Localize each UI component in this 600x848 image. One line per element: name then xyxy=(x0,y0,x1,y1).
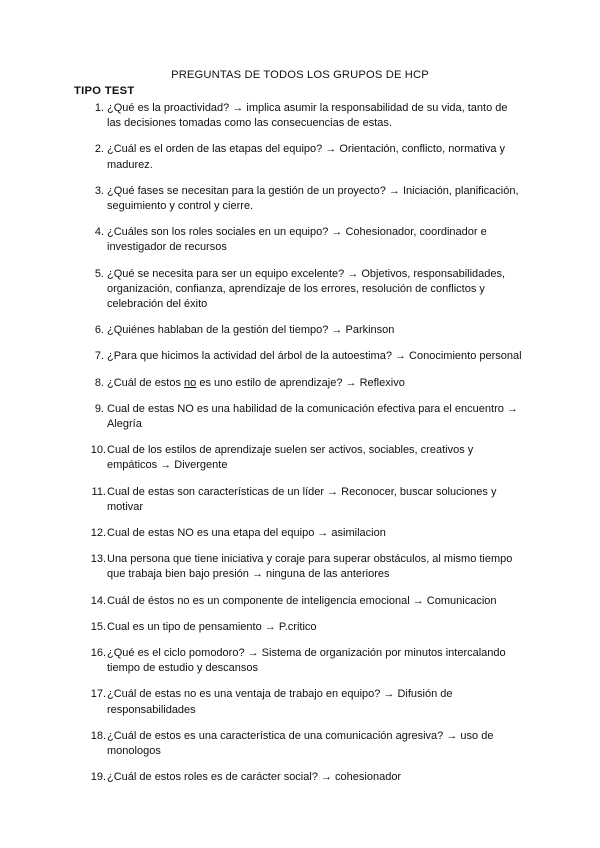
question-item xyxy=(0,687,600,717)
question-text: ¿Qué es el ciclo pomodoro? → Sistema de organización por minutos intercalando tiempo de estudio y descansos xyxy=(107,647,506,675)
question-list xyxy=(0,101,600,797)
question-number: 9. xyxy=(94,402,104,415)
question-text: Cuál de éstos no es un componente de inteligencia emocional → Comunicacion xyxy=(107,594,497,607)
question-item xyxy=(0,552,600,582)
question-item xyxy=(0,526,600,541)
question-text: ¿Qué es la proactividad? → implica asumir la responsabilidad de su vida, tanto de las decisiones tomadas como las consecuencias de estas. xyxy=(107,102,508,130)
question-item xyxy=(0,225,600,255)
question-text: Una persona que tiene iniciativa y coraje para superar obstáculos, al mismo tiempo que trabaja bien bajo presión → ninguna de las anteriores xyxy=(107,553,513,581)
question-text: ¿Cuál de estos roles es de carácter social? → cohesionador xyxy=(107,771,402,784)
question-item xyxy=(0,376,600,391)
question-text: Cual de los estilos de aprendizaje suelen ser activos, sociables, creativos y empáticos → Divergente xyxy=(107,444,474,472)
question-number: 13. xyxy=(90,553,106,566)
question-number: 17. xyxy=(90,688,106,701)
question-number: 4. xyxy=(94,226,104,239)
question-item xyxy=(0,101,600,131)
question-number: 3. xyxy=(94,184,104,197)
question-item xyxy=(0,267,600,313)
question-text: ¿Para que hicimos la actividad del árbol de la autoestima? → Conocimiento personal xyxy=(107,350,522,363)
question-item xyxy=(0,620,600,635)
question-text: Cual de estas NO es una etapa del equipo → asimilacion xyxy=(107,527,386,540)
question-text: Cual es un tipo de pensamiento → P.critico xyxy=(107,620,317,633)
question-item xyxy=(0,485,600,515)
question-number: 5. xyxy=(94,267,104,280)
question-item xyxy=(0,594,600,609)
question-text: ¿Cuál de estas no es una ventaja de trabajo en equipo? → Difusión de responsabilidades xyxy=(107,688,453,716)
section-heading: TIPO TEST xyxy=(74,85,135,97)
question-text: ¿Quiénes hablaban de la gestión del tiempo? → Parkinson xyxy=(107,324,395,337)
question-item xyxy=(0,770,600,785)
question-number: 1. xyxy=(94,102,104,114)
question-text-after: es uno estilo de aprendizaje? → Reflexivo xyxy=(196,376,405,389)
question-text: ¿Cuál de estos es una característica de una comunicación agresiva? → uso de monologos xyxy=(107,729,494,758)
question-item xyxy=(0,729,600,759)
question-item xyxy=(0,142,600,172)
question-text: Cual de estas son características de un líder → Reconocer, buscar soluciones y motivar xyxy=(107,485,497,513)
question-number: 18. xyxy=(90,729,106,742)
question-text: ¿Qué fases se necesitan para la gestión de un proyecto? → Iniciación, planificación, seguimiento y control y cierre. xyxy=(107,184,519,213)
question-text: ¿Cuáles son los roles sociales en un equipo? → Cohesionador, coordinador e investigador de recursos xyxy=(107,226,487,254)
question-text-before: ¿Cuál de estos xyxy=(107,376,185,389)
question-number: 10. xyxy=(90,444,106,457)
question-item xyxy=(0,443,600,473)
question-text: Cual de estas NO es una habilidad de la comunicación efectiva para el encuentro → Alegría xyxy=(107,402,518,431)
document-title: PREGUNTAS DE TODOS LOS GRUPOS DE HCP xyxy=(171,69,429,81)
question-number: 7. xyxy=(94,350,104,363)
question-number: 19. xyxy=(90,771,106,784)
question-item xyxy=(0,646,600,676)
question-item xyxy=(0,349,600,364)
question-item xyxy=(0,323,600,338)
question-number: 2. xyxy=(94,143,104,156)
question-number: 6. xyxy=(94,324,104,337)
question-number: 14. xyxy=(90,594,106,607)
question-number: 16. xyxy=(90,647,106,660)
question-number: 15. xyxy=(90,620,106,633)
question-text: ¿Qué se necesita para ser un equipo excelente? → Objetivos, responsabilidades, organización, confianza, aprendizaje de los errores, resolución de conflictos y celebración del éxito xyxy=(107,267,506,311)
question-number: 11. xyxy=(91,485,106,498)
question-item xyxy=(0,184,600,214)
question-number: 8. xyxy=(94,376,104,389)
question-item xyxy=(0,402,600,432)
question-text xyxy=(107,376,522,391)
question-text-underlined: no xyxy=(184,376,197,389)
question-number: 12. xyxy=(90,527,106,540)
question-text: ¿Cuál es el orden de las etapas del equipo? → Orientación, conflicto, normativa y madurez. xyxy=(107,143,506,171)
